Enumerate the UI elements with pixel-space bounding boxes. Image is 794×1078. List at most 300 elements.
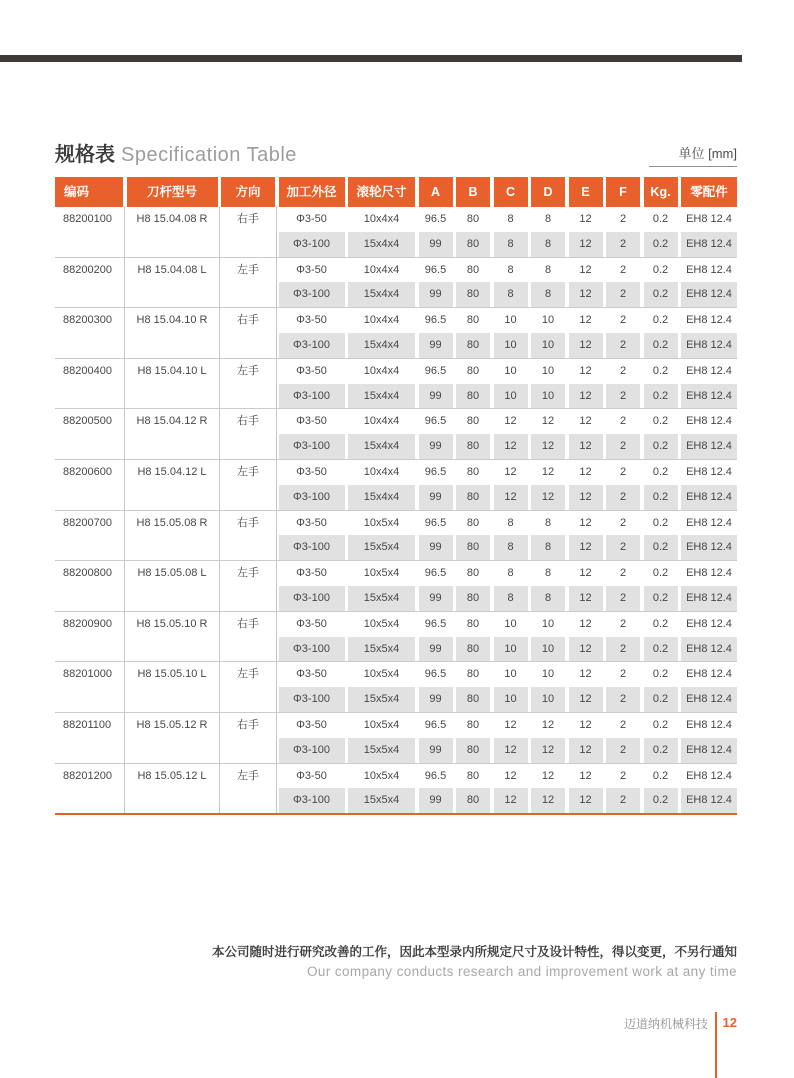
- data-cell: 80: [456, 282, 490, 307]
- data-cell: 0.2: [652, 314, 669, 327]
- data-cell: 12: [569, 282, 603, 307]
- cell-model: H8 15.05.12 L: [127, 764, 218, 814]
- cell-column: [494, 561, 528, 611]
- data-cell: 0.2: [652, 718, 669, 731]
- cell-column: [419, 662, 453, 712]
- cell-column: [606, 713, 640, 763]
- cell-column: [531, 207, 565, 257]
- data-cell: EH8 12.4: [681, 333, 737, 358]
- data-cell: 12: [579, 567, 592, 580]
- cell-column: [606, 662, 640, 712]
- data-cell: 96.5: [424, 668, 447, 681]
- data-cell: 2: [606, 788, 640, 813]
- data-cell: 0.2: [652, 668, 669, 681]
- cell-code: 88200100: [55, 207, 123, 257]
- cell-column: [348, 511, 415, 561]
- data-cell: 2: [606, 637, 640, 662]
- cell-column: [606, 207, 640, 257]
- data-cell: 10: [541, 668, 555, 681]
- footer-divider-line: [715, 1012, 717, 1078]
- cell-column: [681, 764, 737, 814]
- data-cell: 10x5x4: [363, 769, 400, 782]
- cell-column: [606, 612, 640, 662]
- data-cell: 2: [606, 434, 640, 459]
- column-header-5: 滚轮尺寸: [348, 177, 415, 207]
- data-cell: 8: [494, 232, 528, 257]
- data-cell: Φ3-50: [296, 516, 327, 529]
- data-cell: 80: [456, 485, 490, 510]
- data-cell: 8: [507, 567, 514, 580]
- table-group-88200800: [55, 561, 737, 612]
- data-cell: 12: [579, 364, 592, 377]
- cell-column: [279, 561, 345, 611]
- company-name: 迈道纳机械科技: [624, 1017, 709, 1031]
- disclaimer: [212, 944, 737, 980]
- cell-column: [494, 612, 528, 662]
- data-cell: Φ3-100: [279, 434, 345, 459]
- data-cell: EH8 12.4: [681, 232, 737, 257]
- cell-column: [569, 409, 603, 459]
- data-cell: Φ3-50: [296, 718, 327, 731]
- data-cell: EH8 12.4: [681, 586, 737, 611]
- table-group-88200600: [55, 460, 737, 511]
- data-cell: 2: [619, 263, 627, 276]
- data-cell: Φ3-100: [279, 232, 345, 257]
- data-cell: 0.2: [644, 384, 678, 409]
- data-cell: Φ3-100: [279, 637, 345, 662]
- data-cell: 2: [619, 364, 627, 377]
- cell-model: H8 15.05.10 L: [127, 662, 218, 712]
- cell-column: [279, 713, 345, 763]
- data-cell: EH8 12.4: [686, 567, 732, 580]
- column-header-3: 方向: [221, 177, 275, 207]
- data-cell: 96.5: [424, 769, 447, 782]
- cell-column: [606, 460, 640, 510]
- column-header-9: D: [531, 177, 565, 207]
- data-cell: 8: [494, 586, 528, 611]
- data-cell: 2: [619, 567, 627, 580]
- data-cell: Φ3-50: [296, 213, 327, 225]
- data-cell: 0.2: [644, 434, 678, 459]
- cell-direction: 左手: [221, 460, 275, 510]
- data-cell: EH8 12.4: [681, 384, 737, 409]
- data-cell: 99: [419, 232, 453, 257]
- data-cell: 80: [456, 333, 490, 358]
- data-cell: 0.2: [644, 282, 678, 307]
- data-cell: 12: [569, 535, 603, 560]
- cell-column: [494, 258, 528, 308]
- data-cell: 8: [494, 535, 528, 560]
- data-cell: 80: [466, 364, 480, 377]
- disclaimer-zh: 本公司随时进行研究改善的工作，因此本型录内所规定尺寸及设计特性，得以变更，不另行通知: [211, 945, 737, 959]
- cell-column: [419, 612, 453, 662]
- cell-column: [348, 258, 415, 308]
- data-cell: 96.5: [424, 718, 447, 731]
- data-cell: 80: [466, 769, 480, 782]
- data-cell: 0.2: [644, 333, 678, 358]
- data-cell: 2: [606, 535, 640, 560]
- data-cell: Φ3-100: [279, 384, 345, 409]
- column-header-8: C: [494, 177, 528, 207]
- data-cell: 96.5: [424, 415, 447, 428]
- page-footer: [624, 1012, 737, 1078]
- cell-column: [456, 713, 490, 763]
- table-group-88200900: [55, 612, 737, 663]
- cell-column: [419, 764, 453, 814]
- data-cell: 80: [456, 384, 490, 409]
- cell-model: H8 15.04.08 L: [127, 258, 218, 308]
- cell-column: [348, 612, 415, 662]
- data-cell: 10x5x4: [363, 668, 400, 681]
- data-cell: EH8 12.4: [681, 687, 737, 712]
- cell-column: [531, 308, 565, 358]
- data-cell: Φ3-50: [296, 364, 327, 377]
- data-cell: 2: [619, 213, 627, 225]
- cell-direction: 右手: [221, 409, 275, 459]
- data-cell: 80: [456, 788, 490, 813]
- data-cell: 96.5: [424, 567, 447, 580]
- data-cell: 12: [541, 415, 555, 428]
- data-cell: 99: [419, 434, 453, 459]
- cell-column: [681, 713, 737, 763]
- data-cell: 10: [494, 333, 528, 358]
- data-cell: 99: [419, 586, 453, 611]
- cell-code: 88200500: [55, 409, 123, 459]
- data-cell: 80: [466, 415, 480, 428]
- cell-column: [494, 713, 528, 763]
- data-cell: 99: [419, 485, 453, 510]
- cell-model: H8 15.04.12 L: [127, 460, 218, 510]
- data-cell: EH8 12.4: [681, 434, 737, 459]
- cell-column: [419, 409, 453, 459]
- data-cell: 96.5: [424, 364, 447, 377]
- data-cell: 12: [579, 213, 592, 225]
- data-cell: EH8 12.4: [686, 465, 732, 478]
- cell-column: [456, 258, 490, 308]
- cell-column: [348, 713, 415, 763]
- data-cell: 10: [504, 668, 517, 681]
- data-cell: 2: [619, 465, 627, 478]
- cell-column: [494, 460, 528, 510]
- data-cell: 10x4x4: [363, 314, 400, 327]
- cell-column: [681, 359, 737, 409]
- data-cell: EH8 12.4: [686, 415, 732, 428]
- data-cell: 2: [619, 668, 627, 681]
- cell-column: [348, 207, 415, 257]
- cell-column: [644, 207, 678, 257]
- data-cell: 12: [579, 718, 592, 731]
- data-cell: 0.2: [644, 788, 678, 813]
- data-cell: 2: [619, 516, 627, 529]
- data-cell: 12: [579, 415, 592, 428]
- cell-column: [348, 662, 415, 712]
- data-cell: 12: [569, 738, 603, 763]
- data-cell: 12: [569, 333, 603, 358]
- spec-table: [55, 177, 737, 815]
- cell-column: [606, 359, 640, 409]
- data-cell: 12: [541, 769, 555, 782]
- data-cell: Φ3-100: [279, 282, 345, 307]
- data-cell: 12: [579, 516, 592, 529]
- cell-column: [456, 662, 490, 712]
- data-cell: EH8 12.4: [686, 718, 732, 731]
- cell-code: 88201200: [55, 764, 123, 814]
- cell-code: 88200200: [55, 258, 123, 308]
- data-cell: 10x4x4: [363, 415, 400, 428]
- data-cell: 8: [507, 213, 514, 225]
- cell-column: [279, 511, 345, 561]
- data-cell: 12: [569, 434, 603, 459]
- cell-column: [456, 561, 490, 611]
- cell-column: [279, 258, 345, 308]
- data-cell: 0.2: [644, 535, 678, 560]
- cell-column: [644, 662, 678, 712]
- data-cell: 10x5x4: [363, 617, 400, 630]
- cell-column: [419, 511, 453, 561]
- data-cell: 12: [579, 465, 592, 478]
- data-cell: 12: [504, 769, 517, 782]
- column-header-12: Kg.: [644, 177, 678, 207]
- data-cell: 10: [494, 687, 528, 712]
- data-cell: EH8 12.4: [681, 535, 737, 560]
- page-title-en: Specification Table: [121, 144, 297, 166]
- cell-model: H8 15.04.12 R: [127, 409, 218, 459]
- cell-direction: 右手: [221, 612, 275, 662]
- cell-code: 88200300: [55, 308, 123, 358]
- data-cell: 12: [569, 232, 603, 257]
- cell-column: [348, 409, 415, 459]
- cell-column: [644, 409, 678, 459]
- cell-code: 88200900: [55, 612, 123, 662]
- data-cell: 12: [569, 586, 603, 611]
- data-cell: 96.5: [424, 465, 447, 478]
- data-cell: 99: [419, 535, 453, 560]
- cell-code: 88201000: [55, 662, 123, 712]
- data-cell: 2: [606, 485, 640, 510]
- cell-column: [606, 511, 640, 561]
- data-cell: 0.2: [652, 567, 669, 580]
- data-cell: 15x4x4: [348, 384, 415, 409]
- cell-column: [569, 359, 603, 409]
- cell-column: [681, 460, 737, 510]
- column-header-4: 加工外径: [279, 177, 345, 207]
- cell-column: [279, 207, 345, 257]
- data-cell: 99: [419, 637, 453, 662]
- data-cell: 12: [579, 769, 592, 782]
- cell-column: [456, 460, 490, 510]
- table-group-88200300: [55, 308, 737, 359]
- column-header-2: 刀杆型号: [127, 177, 218, 207]
- data-cell: 12: [504, 718, 517, 731]
- data-cell: 15x4x4: [348, 485, 415, 510]
- data-cell: 2: [619, 769, 627, 782]
- cell-column: [419, 359, 453, 409]
- data-cell: 12: [569, 788, 603, 813]
- data-cell: 99: [419, 687, 453, 712]
- cell-column: [569, 662, 603, 712]
- cell-column: [456, 764, 490, 814]
- column-header-11: F: [606, 177, 640, 207]
- data-cell: EH8 12.4: [681, 637, 737, 662]
- data-cell: 10: [541, 617, 555, 630]
- data-cell: EH8 12.4: [686, 213, 732, 225]
- data-cell: 12: [494, 738, 528, 763]
- data-cell: 8: [531, 535, 565, 560]
- cell-column: [681, 308, 737, 358]
- cell-column: [681, 258, 737, 308]
- data-cell: EH8 12.4: [681, 788, 737, 813]
- data-cell: 0.2: [644, 738, 678, 763]
- data-cell: 12: [531, 738, 565, 763]
- data-cell: 80: [466, 617, 480, 630]
- data-cell: 80: [466, 567, 480, 580]
- page-title-zh: 规格表: [55, 144, 115, 166]
- data-cell: 8: [507, 516, 514, 529]
- cell-column: [419, 207, 453, 257]
- data-cell: 10: [504, 364, 517, 377]
- cell-model: H8 15.05.08 L: [127, 561, 218, 611]
- cell-column: [531, 662, 565, 712]
- data-cell: Φ3-100: [279, 586, 345, 611]
- cell-column: [644, 713, 678, 763]
- cell-column: [681, 662, 737, 712]
- data-cell: 12: [531, 434, 565, 459]
- data-cell: 8: [544, 567, 552, 580]
- data-cell: Φ3-50: [296, 617, 327, 630]
- cell-column: [644, 612, 678, 662]
- cell-column: [456, 511, 490, 561]
- data-cell: EH8 12.4: [681, 738, 737, 763]
- cell-column: [569, 764, 603, 814]
- data-cell: 10x4x4: [363, 263, 400, 276]
- data-cell: 0.2: [652, 769, 669, 782]
- data-cell: 10x4x4: [363, 364, 400, 377]
- cell-column: [348, 308, 415, 358]
- data-cell: Φ3-50: [296, 567, 327, 580]
- cell-direction: 右手: [221, 207, 275, 257]
- data-cell: 12: [579, 668, 592, 681]
- data-cell: 96.5: [424, 263, 447, 276]
- cell-column: [348, 764, 415, 814]
- data-cell: EH8 12.4: [686, 314, 732, 327]
- title-row: [55, 138, 737, 167]
- data-cell: 15x5x4: [348, 535, 415, 560]
- data-cell: 80: [466, 718, 480, 731]
- cell-column: [419, 561, 453, 611]
- cell-column: [419, 460, 453, 510]
- data-cell: 10: [531, 687, 565, 712]
- data-cell: 2: [619, 314, 627, 327]
- cell-column: [494, 409, 528, 459]
- unit-label: 单位 [mm]: [649, 143, 737, 167]
- cell-direction: 右手: [221, 713, 275, 763]
- data-cell: Φ3-100: [279, 687, 345, 712]
- table-body: [55, 207, 737, 813]
- table-group-88201100: [55, 713, 737, 764]
- data-cell: 8: [544, 213, 552, 225]
- data-cell: 80: [466, 516, 480, 529]
- data-cell: 2: [606, 333, 640, 358]
- cell-column: [531, 258, 565, 308]
- cell-column: [419, 258, 453, 308]
- data-cell: 12: [579, 314, 592, 327]
- data-cell: 12: [494, 434, 528, 459]
- cell-column: [681, 409, 737, 459]
- cell-direction: 右手: [221, 511, 275, 561]
- cell-column: [279, 662, 345, 712]
- data-cell: 2: [619, 718, 627, 731]
- cell-column: [494, 511, 528, 561]
- page-number: 12: [722, 1015, 737, 1030]
- data-cell: 15x5x4: [348, 637, 415, 662]
- data-cell: Φ3-50: [296, 465, 327, 478]
- data-cell: 0.2: [652, 465, 669, 478]
- data-cell: 12: [504, 415, 517, 428]
- page-title: [55, 138, 297, 167]
- cell-column: [348, 460, 415, 510]
- cell-direction: 左手: [221, 662, 275, 712]
- top-accent-bar: [0, 55, 742, 62]
- cell-column: [456, 359, 490, 409]
- cell-column: [569, 612, 603, 662]
- data-cell: 2: [606, 232, 640, 257]
- cell-column: [644, 764, 678, 814]
- data-cell: 0.2: [644, 485, 678, 510]
- cell-model: H8 15.05.12 R: [127, 713, 218, 763]
- data-cell: 0.2: [652, 364, 669, 377]
- data-cell: 12: [569, 637, 603, 662]
- data-cell: 12: [541, 718, 555, 731]
- cell-code: 88200800: [55, 561, 123, 611]
- data-cell: 0.2: [652, 415, 669, 428]
- data-cell: 0.2: [644, 586, 678, 611]
- data-cell: Φ3-100: [279, 485, 345, 510]
- data-cell: 10: [494, 384, 528, 409]
- column-header-7: B: [456, 177, 490, 207]
- table-header-row: [55, 177, 737, 207]
- data-cell: 10: [504, 314, 517, 327]
- cell-column: [279, 612, 345, 662]
- data-cell: 80: [466, 263, 480, 276]
- data-cell: 15x5x4: [348, 788, 415, 813]
- data-cell: 10: [531, 384, 565, 409]
- data-cell: 8: [531, 282, 565, 307]
- data-cell: 10: [541, 364, 555, 377]
- data-cell: 2: [606, 687, 640, 712]
- cell-column: [456, 612, 490, 662]
- cell-column: [494, 207, 528, 257]
- data-cell: 99: [419, 738, 453, 763]
- cell-direction: 左手: [221, 258, 275, 308]
- data-cell: EH8 12.4: [686, 516, 732, 529]
- data-cell: Φ3-100: [279, 535, 345, 560]
- data-cell: EH8 12.4: [686, 617, 732, 630]
- data-cell: 99: [419, 333, 453, 358]
- cell-column: [644, 511, 678, 561]
- cell-column: [531, 612, 565, 662]
- data-cell: 96.5: [424, 314, 447, 327]
- data-cell: 80: [456, 687, 490, 712]
- data-cell: 96.5: [424, 516, 447, 529]
- data-cell: 12: [494, 485, 528, 510]
- cell-column: [279, 409, 345, 459]
- data-cell: 15x4x4: [348, 434, 415, 459]
- cell-column: [494, 662, 528, 712]
- data-cell: 80: [456, 232, 490, 257]
- cell-model: H8 15.04.08 R: [127, 207, 218, 257]
- cell-model: H8 15.05.10 R: [127, 612, 218, 662]
- data-cell: 10: [531, 637, 565, 662]
